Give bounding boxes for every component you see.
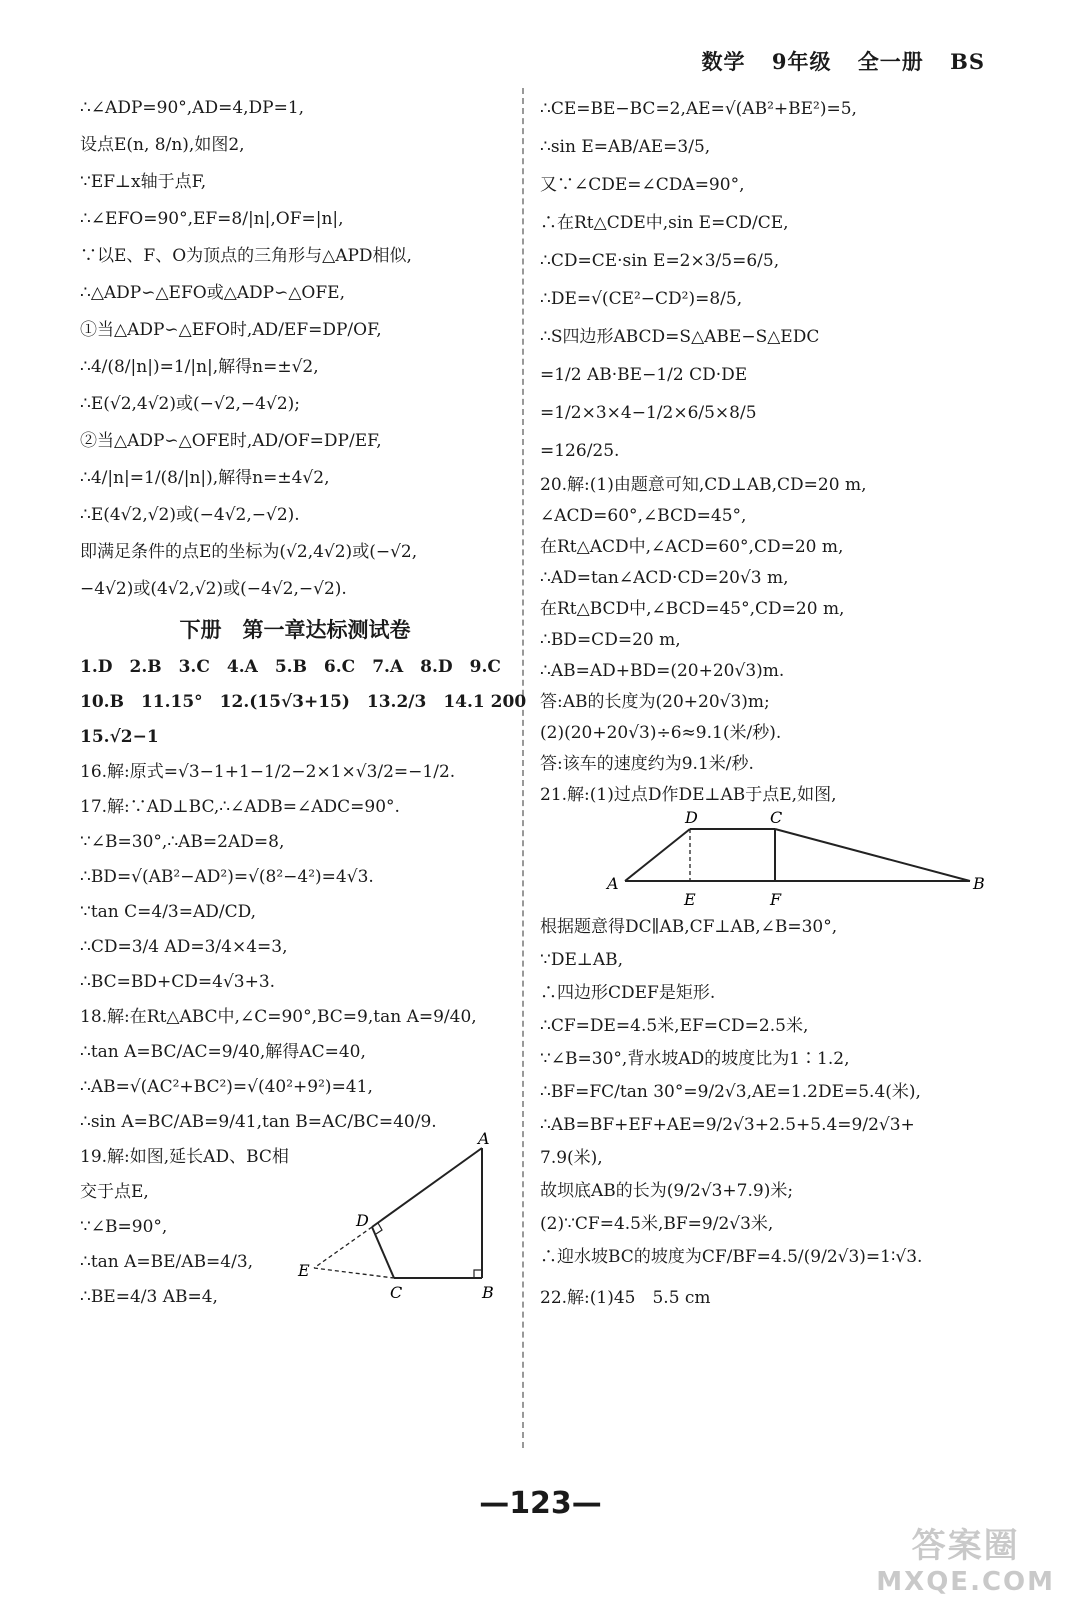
solution-line: ∴AB=AD+BD=(20+20√3)m. <box>540 661 785 681</box>
answer-line: 15.√2−1 <box>80 727 159 748</box>
label-e: E <box>298 1261 310 1281</box>
solution-line: (2)(20+20√3)÷6≈9.1(米/秒). <box>540 723 782 743</box>
dam-slope-ad <box>625 829 690 881</box>
solution-line: ∴DE=√(CE²−CD²)=8/5, <box>540 289 743 309</box>
solution-line: =126/25. <box>540 441 620 461</box>
solution-line: ∴迎水坡BC的坡度为CF/BF=4.5/(9/2√3)=1∶√3. <box>540 1247 923 1267</box>
problem-19-block <box>80 1130 510 1320</box>
solution-line: ∴四边形CDEF是矩形. <box>540 983 716 1003</box>
solution-line: −4√2)或(4√2,√2)或(−4√2,−√2). <box>80 579 347 599</box>
watermark <box>876 1518 1055 1597</box>
watermark-url: MXQE.COM <box>876 1567 1055 1597</box>
solution-line: 根据题意得DC∥AB,CF⊥AB,∠B=30°, <box>540 917 838 937</box>
header-grade: 9年级 <box>771 49 832 74</box>
solution-line: 19.解:如图,延长AD、BC相 <box>80 1147 289 1168</box>
label-b: B <box>482 1283 494 1303</box>
solution-line: 交于点E, <box>80 1182 149 1203</box>
solution-line: =1/2 AB·BE−1/2 CD·DE <box>540 365 748 385</box>
solution-line: 在Rt△ACD中,∠ACD=60°,CD=20 m, <box>540 537 844 557</box>
left-column <box>80 90 527 1320</box>
solution-line: ∠ACD=60°,∠BCD=45°, <box>540 506 747 526</box>
solution-line: 在Rt△BCD中,∠BCD=45°,CD=20 m, <box>540 599 845 619</box>
side-dc <box>372 1227 394 1278</box>
solution-line: 22.解:(1)45 5.5 cm <box>540 1288 711 1308</box>
solution-line: ∴BC=BD+CD=4√3+3. <box>80 972 276 993</box>
solution-line: ∴CE=BE−BC=2,AE=√(AB²+BE²)=5, <box>540 99 857 119</box>
solution-line: ∴AD=tan∠ACD·CD=20√3 m, <box>540 568 789 588</box>
solution-line: ∴CD=3/4 AD=3/4×4=3, <box>80 937 288 958</box>
solution-line: 18.解:在Rt△ABC中,∠C=90°,BC=9,tan A=9/40, <box>80 1007 477 1028</box>
solution-line: 故坝底AB的长为(9/2√3+7.9)米; <box>540 1181 794 1201</box>
solution-line: ②当△ADP∽△OFE时,AD/OF=DP/EF, <box>80 431 382 451</box>
solution-line: 21.解:(1)过点D作DE⊥AB于点E,如图, <box>540 785 837 805</box>
label-a: A <box>607 874 619 893</box>
solution-line: ∵∠B=30°,背水坡AD的坡度比为1∶1.2, <box>540 1049 850 1069</box>
solution-line: ∴4/(8/|n|)=1/|n|,解得n=±√2, <box>80 357 319 377</box>
solution-line: (2)∵CF=4.5米,BF=9/2√3米, <box>540 1214 774 1234</box>
solution-line: 16.解:原式=√3−1+1−1/2−2×1×√3/2=−1/2. <box>80 762 456 783</box>
solution-line: ∴tan A=BC/AC=9/40,解得AC=40, <box>80 1042 366 1063</box>
solution-line: 7.9(米), <box>540 1148 603 1168</box>
solution-line: ∴CD=CE·sin E=2×3/5=6/5, <box>540 251 780 271</box>
label-d: D <box>685 811 698 827</box>
answer-line: 1.D 2.B 3.C 4.A 5.B 6.C 7.A 8.D 9.C <box>80 657 501 678</box>
label-c: C <box>770 811 783 827</box>
solution-line: 20.解:(1)由题意可知,CD⊥AB,CD=20 m, <box>540 475 867 495</box>
solution-line: ∵EF⊥x轴于点F, <box>80 172 207 192</box>
solution-line: ∵以E、F、O为顶点的三角形与△APD相似, <box>80 246 412 266</box>
solution-line: ∴BF=FC/tan 30°=9/2√3,AE=1.2DE=5.4(米), <box>540 1082 921 1102</box>
solution-line: ∴在Rt△CDE中,sin E=CD/CE, <box>540 213 789 233</box>
section-title: 下册 第一章达标测试卷 <box>179 618 411 642</box>
solution-line: ①当△ADP∽△EFO时,AD/EF=DP/OF, <box>80 320 382 340</box>
figure-21 <box>595 811 995 911</box>
header-subject: 数学 <box>701 49 746 74</box>
right-column <box>540 90 1010 1315</box>
solution-line: ∴4/|n|=1/(8/|n|),解得n=±4√2, <box>80 468 330 488</box>
dam-slope-cb <box>775 829 970 881</box>
watermark-title: 答案圈 <box>911 1526 1020 1566</box>
solution-line: ∴E(4√2,√2)或(−4√2,−√2). <box>80 505 300 525</box>
figure-19 <box>296 1130 506 1320</box>
solution-line: =1/2×3×4−1/2×6/5×8/5 <box>540 403 757 423</box>
label-b: B <box>973 874 985 893</box>
solution-line: ∴E(√2,4√2)或(−√2,−4√2); <box>80 394 301 414</box>
extension-de <box>314 1227 372 1268</box>
solution-line: ∴∠EFO=90°,EF=8/|n|,OF=|n|, <box>80 209 344 229</box>
solution-line: ∴△ADP∽△EFO或△ADP∽△OFE, <box>80 283 345 303</box>
right-angle-b <box>474 1270 482 1278</box>
solution-line: 答:该车的速度约为9.1米/秒. <box>540 754 754 774</box>
answer-line: 10.B 11.15° 12.(15√3+15) 13.2/3 14.1 200 <box>80 692 527 713</box>
solution-line: ∴tan A=BE/AB=4/3, <box>80 1252 254 1273</box>
solution-line: 又∵∠CDE=∠CDA=90°, <box>540 175 745 195</box>
solution-line: 设点E(n, 8/n),如图2, <box>80 135 245 155</box>
label-c: C <box>390 1283 403 1303</box>
solution-line: 答:AB的长度为(20+20√3)m; <box>540 692 770 712</box>
solution-line: ∴AB=√(AC²+BC²)=√(40²+9²)=41, <box>80 1077 373 1098</box>
solution-line: ∴sin A=BC/AB=9/41,tan B=AC/BC=40/9. <box>80 1112 437 1133</box>
header-edition: BS <box>950 49 985 74</box>
header-volume: 全一册 <box>857 49 924 74</box>
label-a: A <box>478 1130 490 1149</box>
solution-line: ∴∠ADP=90°,AD=4,DP=1, <box>80 98 305 118</box>
solution-line: ∴BD=CD=20 m, <box>540 630 681 650</box>
column-divider <box>522 88 524 1448</box>
solution-line: ∵∠B=30°,∴AB=2AD=8, <box>80 832 285 853</box>
solution-line: ∵∠B=90°, <box>80 1217 168 1238</box>
extension-ec <box>314 1268 394 1278</box>
solution-line: ∴sin E=AB/AE=3/5, <box>540 137 711 157</box>
label-f: F <box>770 890 782 909</box>
page-header <box>684 46 985 76</box>
solution-line: ∴AB=BF+EF+AE=9/2√3+2.5+5.4=9/2√3+ <box>540 1115 915 1135</box>
solution-line: ∴BE=4/3 AB=4, <box>80 1287 218 1308</box>
solution-line: 17.解:∵AD⊥BC,∴∠ADB=∠ADC=90°. <box>80 797 400 818</box>
page-number: —123— <box>479 1486 602 1521</box>
solution-line: 即满足条件的点E的坐标为(√2,4√2)或(−√2, <box>80 542 418 562</box>
solution-line: ∵DE⊥AB, <box>540 950 624 970</box>
side-ad <box>372 1148 482 1227</box>
solution-line: ∴S四边形ABCD=S△ABE−S△EDC <box>540 327 820 347</box>
solution-line: ∵tan C=4/3=AD/CD, <box>80 902 257 923</box>
label-e: E <box>684 890 696 909</box>
label-d: D <box>356 1211 369 1231</box>
solution-line: ∴CF=DE=4.5米,EF=CD=2.5米, <box>540 1016 809 1036</box>
solution-line: ∴BD=√(AB²−AD²)=√(8²−4²)=4√3. <box>80 867 374 888</box>
